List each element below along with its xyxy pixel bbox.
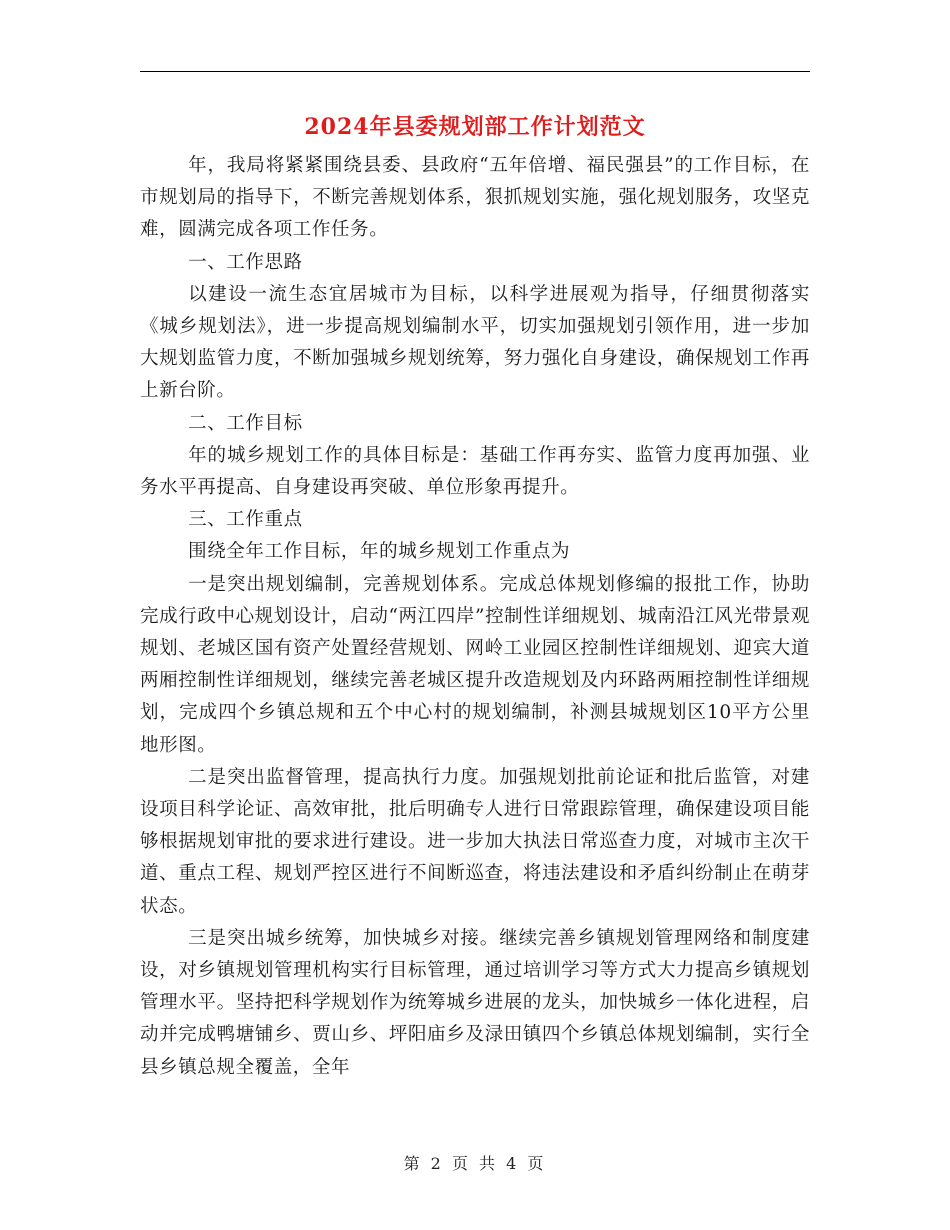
paragraph-key-points-intro: 围绕全年工作目标，年的城乡规划工作重点为	[188, 541, 571, 563]
page-number: 第 2 页 共 4 页	[403, 1154, 547, 1173]
paragraph-work-goals: 年的城乡规划工作的具体目标是：基础工作再夯实、监管力度再加强、业务水平再提高、自身建设再突破、单位形象再提升。	[140, 444, 810, 499]
paragraph-intro: 年，我局将紧紧围绕县委、县政府“五年倍增、福民强县”的工作目标，在市规划局的指导下，不断完善规划体系，狠抓规划实施，强化规划服务，攻坚克难，圆满完成各项工作任务。	[140, 155, 810, 241]
section-heading-2: 二、工作目标	[188, 412, 303, 434]
paragraph-key-point-1: 一是突出规划编制，完善规划体系。完成总体规划修编的报批工作，协助完成行政中心规划设计，启动“两江四岸”控制性详细规划、城南沿江风光带景观规划、老城区国有资产处置经营规划、网岭工业园区控制性详细规划、迎宾大道两厢控制性详细规划，继续完善老城区提升改造规划及内环路两厢控制性详细规划，完成四个乡镇总规和五个中心村的规划编制，补测县城规划区10平方公里地形图。	[140, 573, 810, 756]
section-heading-1: 一、工作思路	[188, 251, 303, 273]
paragraph-work-ideas: 以建设一流生态宜居城市为目标，以科学进展观为指导，仔细贯彻落实《城乡规划法》，进一步提高规划编制水平，切实加强规划引领作用，进一步加大规划监管力度，不断加强城乡规划统筹，努力强化自身建设，确保规划工作再上新台阶。	[140, 283, 810, 402]
section-heading-3: 三、工作重点	[188, 509, 303, 531]
paragraph-key-point-2: 二是突出监督管理，提高执行力度。加强规划批前论证和批后监管，对建设项目科学论证、高效审批，批后明确专人进行日常跟踪管理，确保建设项目能够根据规划审批的要求进行建设。进一步加大执法日常巡查力度，对城市主次干道、重点工程、规划严控区进行不间断巡查，将违法建设和矛盾纠纷制止在萌芽状态。	[140, 766, 810, 917]
paragraph-key-point-3: 三是突出城乡统筹，加快城乡对接。继续完善乡镇规划管理网络和制度建设，对乡镇规划管理机构实行目标管理，通过培训学习等方式大力提高乡镇规划管理水平。坚持把科学规划作为统筹城乡进展的龙头，加快城乡一体化进程，启动并完成鸭塘铺乡、贾山乡、坪阳庙乡及渌田镇四个乡镇总体规划编制，实行全县乡镇总规全覆盖，全年	[140, 927, 810, 1078]
document-title: 2024年县委规划部工作计划范文	[304, 114, 646, 140]
document-body	[140, 150, 810, 1084]
header-rule	[140, 71, 810, 72]
